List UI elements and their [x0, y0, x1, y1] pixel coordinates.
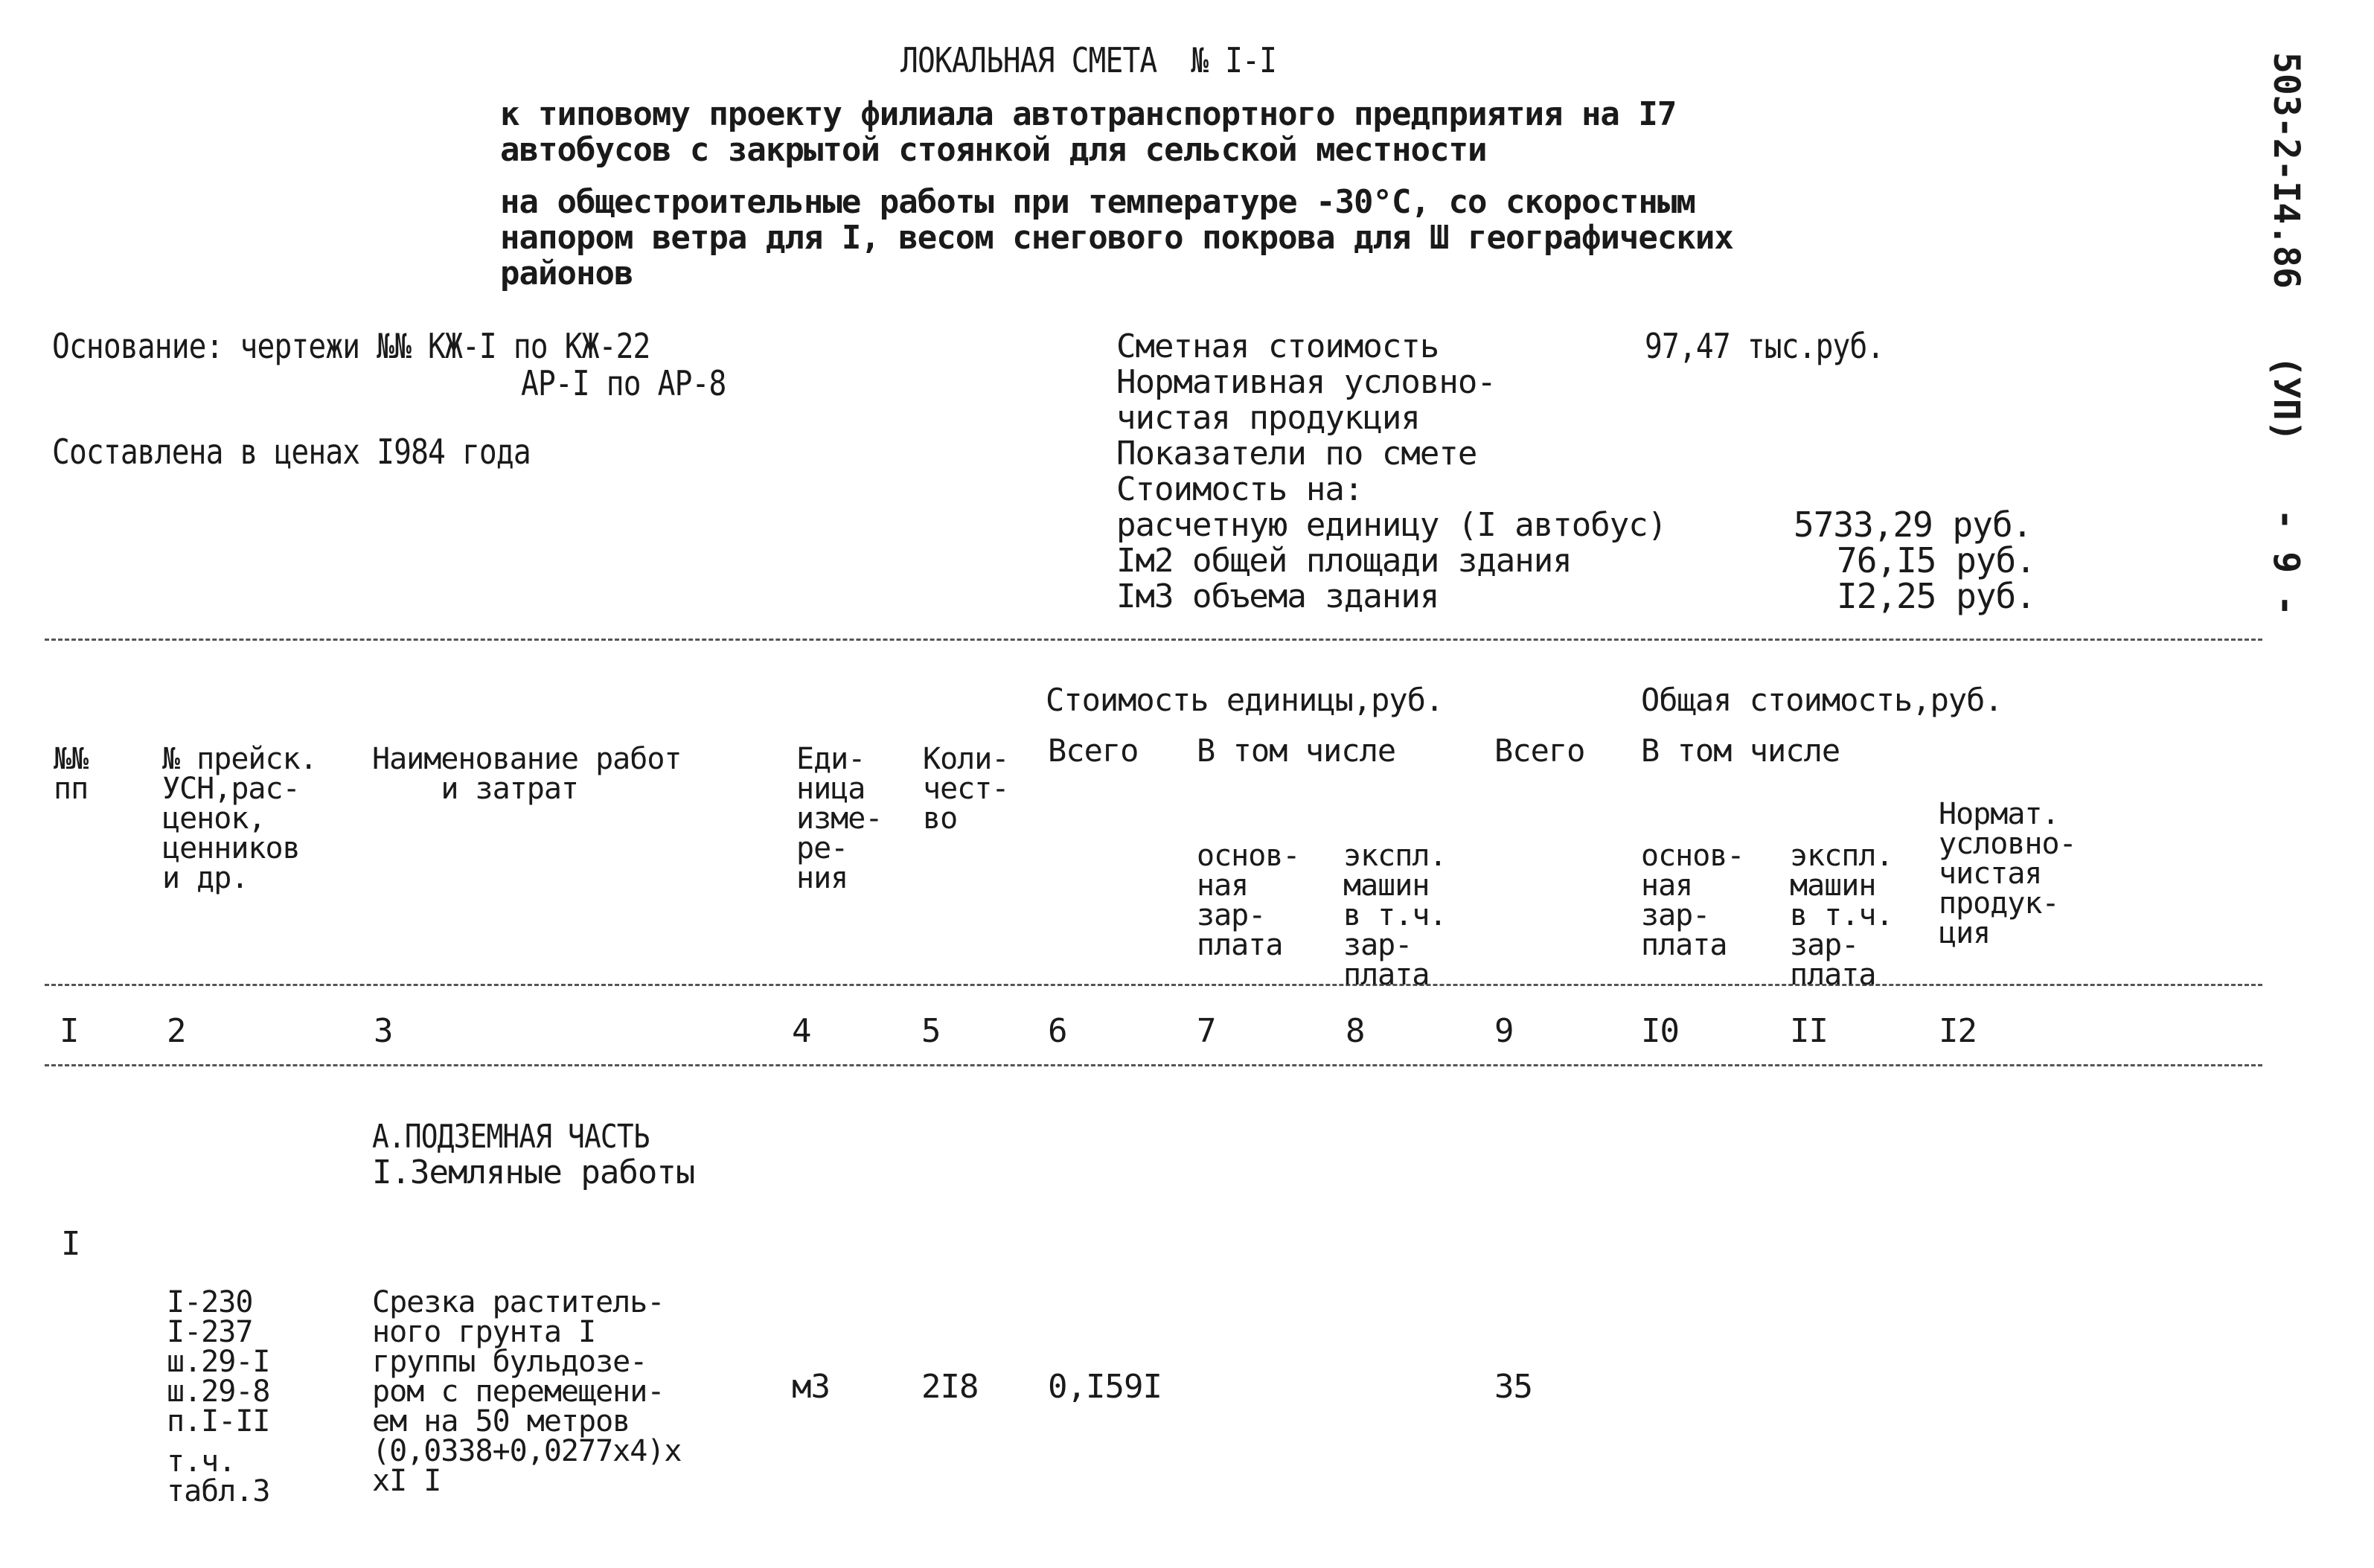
header-total-cost: Общая стоимость,руб. — [1641, 682, 2003, 718]
scope-line-1: на общестроительные работы при температуре -30°С, со скоростным — [500, 183, 1695, 221]
area-cost-value: 76,I5 руб. — [1837, 540, 2035, 580]
header-col-9: Всего — [1494, 732, 1585, 769]
header-col-2: № прейск. УСН,рас- ценок, ценников и др. — [162, 742, 317, 895]
column-number: 8 — [1346, 1012, 1365, 1050]
scope-line-3: районов — [500, 255, 633, 292]
row-price-codes: I-230 I-237 ш.29-I ш.29-8 п.I-II т.ч. табл.3 — [167, 1285, 270, 1508]
column-number: I2 — [1939, 1012, 1977, 1050]
indicators-label: Показатели по смете — [1116, 435, 1477, 473]
header-col-10: основ- ная зар- плата — [1641, 839, 1744, 962]
side-volume: (УП) — [2265, 355, 2307, 442]
unit-cost-label: расчетную единицу (I автобус) — [1116, 506, 1667, 544]
column-number-rule — [45, 1064, 2262, 1066]
header-col-7: основ- ная зар- плата — [1197, 839, 1300, 962]
row-unit-total: 0,I59I — [1048, 1368, 1162, 1406]
column-number: 2 — [167, 1012, 186, 1050]
header-col-6: Всего — [1048, 732, 1139, 769]
header-col-3: Наименование работ и затрат — [372, 742, 682, 806]
row-total: 35 — [1494, 1368, 1532, 1406]
row-number: I — [61, 1225, 80, 1263]
header-col-4: Еди- ница изме- ре- ния — [796, 742, 883, 895]
side-page: - 9 - — [2265, 508, 2307, 616]
basis-label: Основание: чертежи №№ КЖ-I по КЖ-22 — [52, 326, 650, 366]
column-number: 9 — [1494, 1012, 1514, 1050]
header-total-including: В том числе — [1641, 732, 1840, 769]
column-number: 5 — [921, 1012, 941, 1050]
column-number: 4 — [792, 1012, 811, 1050]
header-unit-including: В том числе — [1197, 732, 1396, 769]
prices-year: Составлена в ценах I984 года — [52, 432, 531, 472]
header-col-8: экспл. машин в т.ч. зар- плата — [1343, 839, 1447, 992]
header-unit-cost: Стоимость единицы,руб. — [1046, 682, 1444, 718]
subtitle-line-2: автобусов с закрытой стоянкой для сельской местности — [500, 131, 1487, 169]
column-number: I — [60, 1012, 79, 1050]
volume-cost-value: I2,25 руб. — [1837, 576, 2035, 616]
scope-line-2: напором ветра для I, весом снегового покрова для Ш географических — [500, 219, 1733, 257]
column-number: 3 — [374, 1012, 393, 1050]
column-number: I0 — [1641, 1012, 1679, 1050]
unit-cost-value: 5733,29 руб. — [1794, 505, 2032, 545]
header-bottom-rule — [45, 984, 2262, 986]
column-number: 6 — [1048, 1012, 1067, 1050]
column-number: II — [1790, 1012, 1828, 1050]
section-subheading: I.Земляные работы — [372, 1153, 695, 1191]
column-number: 7 — [1197, 1012, 1216, 1050]
estimated-cost-value: 97,47 тыс.руб. — [1645, 326, 1884, 366]
row-quantity: 2I8 — [921, 1368, 979, 1406]
estimated-cost-label: Сметная стоимость — [1116, 327, 1439, 365]
header-col-1: №№ пп — [54, 742, 89, 806]
norm-production-label-1: Нормативная условно- — [1116, 363, 1496, 401]
header-col-11: экспл. машин в т.ч. зар- плата — [1790, 839, 1893, 992]
section-part-heading: А.ПОДЗЕМНАЯ ЧАСТЬ — [372, 1118, 650, 1156]
row-unit: м3 — [792, 1368, 830, 1406]
header-col-5: Коли- чест- во — [923, 742, 1009, 836]
side-code: 503-2-I4.86 — [2265, 52, 2307, 289]
subtitle-line-1: к типовому проекту филиала автотранспортного предприятия на I7 — [500, 95, 1677, 133]
cost-on-label: Стоимость на: — [1116, 470, 1363, 508]
header-col-12: Нормат. условно- чистая продук- ция — [1939, 797, 2076, 950]
norm-production-label-2: чистая продукция — [1116, 399, 1420, 437]
table-top-rule — [45, 639, 2262, 641]
basis-line-2: АР-I по АР-8 — [521, 363, 726, 403]
area-cost-label: Iм2 общей площади здания — [1116, 542, 1572, 580]
row-description: Срезка раститель- ного грунта I группы бульдозе- ром с перемещени- ем на 50 метров (0,0338+0,0277х4)х хI I — [372, 1285, 682, 1498]
document-title: ЛОКАЛЬНАЯ СМЕТА № I-I — [900, 40, 1277, 80]
volume-cost-label: Iм3 объема здания — [1116, 577, 1439, 615]
side-code-strip — [2265, 52, 2307, 683]
